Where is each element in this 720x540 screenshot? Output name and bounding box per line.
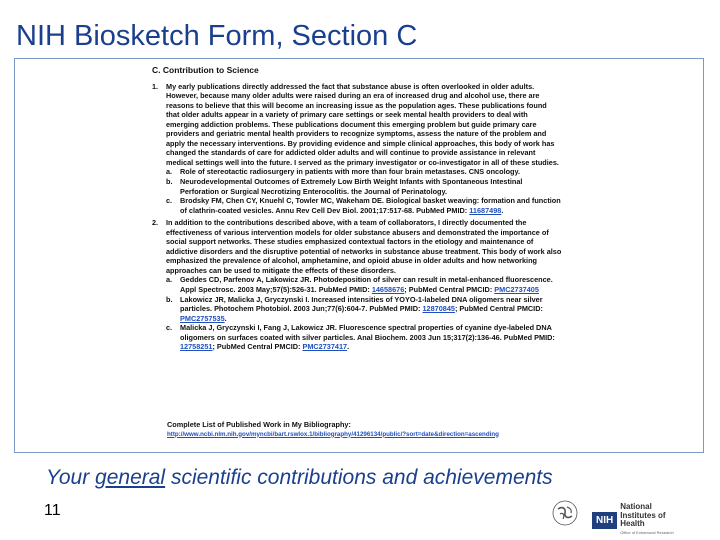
slide-title: NIH Biosketch Form, Section C bbox=[16, 20, 418, 52]
citation-mid: ; PubMed Central PMCID: bbox=[454, 304, 543, 314]
citation-mid: ; PubMed Central PMCID: bbox=[212, 342, 303, 352]
citation-2c bbox=[166, 323, 562, 352]
citation-letter: a. bbox=[166, 167, 173, 177]
contribution-number: 1. bbox=[152, 81, 159, 91]
contribution-text: In addition to the contributions described above, with a team of collaborators, I directly documented the effectiveness of various intervention models for older substance abusers and demonstrated the importance of social support networks. These studies emphasized contextual factors in the etiology and maintenance of addictive disorders and the disruptive potential of networks in substance abuse treatment. This body of work also emphasized the prevalence of alcohol, amphetamine, and opioid abuse in older adults and how networking approaches can be used to mitigate the effects of these disorders. bbox=[166, 218, 562, 275]
citation-mid: ; PubMed Central PMCID: bbox=[404, 285, 495, 295]
bibliography-label: Complete List of Published Work in My Bibliography: bbox=[167, 420, 351, 429]
section-heading: C. Contribution to Science bbox=[152, 65, 259, 75]
citation-text-wrap bbox=[180, 323, 562, 352]
hhs-eagle-icon bbox=[552, 500, 578, 526]
bibliography-link[interactable]: http://www.ncbi.nlm.nih.gov/myncbi/bart.rswlox.1/bibliography/41296134/public/?sort=date&direction=ascending bbox=[167, 430, 499, 438]
citation-letter: c. bbox=[166, 323, 173, 333]
pmcid-link[interactable]: PMC2757535 bbox=[180, 313, 225, 323]
citation-letter: b. bbox=[166, 294, 173, 304]
nih-logo bbox=[592, 503, 682, 537]
biosketch-document bbox=[152, 66, 562, 352]
nih-box: NIH bbox=[592, 512, 617, 529]
citation-2b bbox=[166, 295, 562, 324]
pmcid-link[interactable]: PMC2737417 bbox=[302, 342, 348, 352]
bibliography-block bbox=[167, 420, 577, 439]
pmcid-link[interactable]: PMC2737405 bbox=[494, 285, 539, 295]
citation-tail: . bbox=[224, 313, 227, 323]
nih-name bbox=[620, 503, 682, 537]
pubmed-link[interactable]: 12870845 bbox=[422, 304, 455, 314]
slide-caption bbox=[46, 466, 553, 490]
pubmed-link[interactable]: 14658676 bbox=[371, 285, 405, 295]
caption-pre: Your bbox=[46, 466, 96, 489]
citation-1a bbox=[166, 167, 562, 177]
citation-2a bbox=[166, 275, 562, 294]
citation-text: Role of stereotactic radiosurgery in patients with more than four brain metastases. CNS oncology. bbox=[180, 167, 521, 177]
contribution-number: 2. bbox=[152, 218, 159, 228]
citation-text: Geddes CD, Parfenov A, Lakowicz JR. Photodeposition of silver can result in metal-enhanced fluorescence. Appl Spectrosc. 2003 May;57(5):526-31. PubMed PMID: bbox=[180, 275, 553, 295]
citation-text-wrap bbox=[180, 196, 562, 215]
contribution-2 bbox=[152, 218, 562, 275]
contribution-1 bbox=[152, 82, 562, 168]
citation-text: Neurodevelopmental Outcomes of Extremely Low Birth Weight Infants with Spontaneous Intestinal Perforation or Surgical Necrotizing Enterocolitis. the Journal of Perinatology. bbox=[180, 177, 523, 196]
citation-letter: b. bbox=[166, 177, 173, 187]
citation-text: Brodsky FM, Chen CY, Knuehl C, Towler MC, Wakeham DE. Biological basket weaving: formation and function of clathrin-coated vesicles. Annu Rev Cell Dev Biol. 2001;17:517-68. PubMed PMID: bbox=[180, 196, 561, 215]
pubmed-link[interactable]: 11687498 bbox=[469, 205, 502, 215]
citation-1c bbox=[166, 196, 562, 215]
citation-1b bbox=[166, 177, 562, 196]
citation-text-wrap bbox=[180, 295, 562, 324]
citation-text-wrap bbox=[180, 275, 562, 294]
citation-tail: . bbox=[501, 205, 504, 215]
citation-letter: c. bbox=[166, 196, 173, 206]
citation-text: Malicka J, Gryczynski I, Fang J, Lakowicz JR. Fluorescence spectral properties of cyanine dye-labeled DNA oligomers on surfaces coated with silver particles. Anal Biochem. 2003 Jun 15;317(2):136-46. PubMed PMID: bbox=[180, 323, 555, 342]
nih-name-line1: National Institutes of Health bbox=[620, 502, 666, 528]
citation-text: Lakowicz JR, Malicka J, Gryczynski I. Increased intensities of YOYO-1-labeled DNA oligomers near silver particles. Photochem Photobiol. 2003 Jun;77(6):604-7. PubMed PMID: bbox=[180, 294, 543, 314]
citation-tail: . bbox=[347, 342, 350, 352]
pubmed-link[interactable]: 12758251 bbox=[180, 342, 213, 352]
caption-underlined-word: general bbox=[95, 466, 166, 489]
caption-post: scientific contributions and achievements bbox=[165, 466, 553, 489]
nih-name-line2: Office of Extramural Research bbox=[620, 529, 674, 535]
contribution-text: My early publications directly addressed the fact that substance abuse is often overlooked in older adults. However, because many older adults were raised during an era of increased drug and alcohol use, there are reasons to believe that this will become an increasing issue as the population ages. These publications found that older adults appear in a variety of primary care settings or seek mental health providers to deal with emerging addiction problems. These publications document this emerging problem but guide primary care providers and geriatric mental health providers to recognize symptoms, assess the nature of the problem and apply the necessary interventions. By providing evidence and simple clinical approaches, this body of work has changed the standards of care for addicted older adults and will continue to provide assistance in relevant medical settings well into the future. I served as the primary investigator or co-investigator in all of these studies. bbox=[166, 81, 559, 167]
page-number: 11 bbox=[44, 502, 61, 519]
citation-letter: a. bbox=[166, 275, 173, 285]
